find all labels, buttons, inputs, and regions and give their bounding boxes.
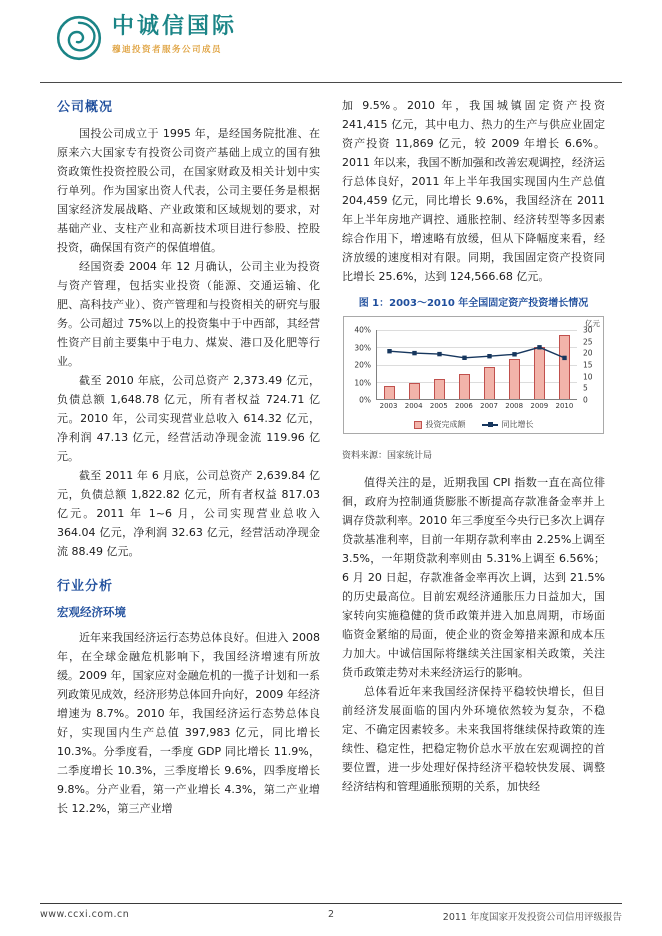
chart-legend	[344, 419, 603, 430]
left-axis-tick: 30%	[354, 343, 371, 352]
footer-divider	[40, 903, 622, 904]
paragraph: 近年来我国经济运行态势总体良好。但进入 2008 年，在全球金融危机影响下，我国经济增速有所放缓。2009 年，国家应对金融危机的一揽子计划和一系列政策见成效，经济形势总体回升向好，2009 年经济增速为 8.7%。2010 年，我国经济运行态势总体良好，实现国内生产总值 397,983 亿元，同比增长 10.3%。分季度看，一季度 GDP 同比增长 11.9%，二季度增长 10.3%，三季度增长 9.6%，四季度增长 9.8%。分产业看，第一产业增长 4.3%，第二产业增长 12.2%，第三产业增	[57, 631, 320, 815]
header-divider	[40, 82, 622, 83]
x-axis-tick: 2004	[404, 402, 423, 410]
right-axis-tick: 25	[583, 337, 593, 347]
legend-line-label: 同比增长	[501, 420, 534, 429]
page-header	[55, 14, 237, 62]
paragraph: 总体看近年来我国经济保持平稳较快增长，但目前经济发展面临的国内外环境依然较为复杂，不稳定、不确定因素较多。未来我国将继续保持政策的连续性、稳定性，把稳定物价总水平放在宏观调控的首要位置，进一步处理好保持经济平稳较快发展、调整经济结构和管理通胀预期的关系，加快经	[342, 685, 605, 793]
legend-item-investment	[414, 419, 466, 430]
x-axis-tick: 2008	[505, 402, 524, 410]
paragraph: 加 9.5%。2010 年，我国城镇固定资产投资 241,415 亿元，其中电力、热力的生产与供应业固定资产投资 11,869 亿元，较 2009 年增长 6.6%。2011 年以来，我国不断加强和改善宏观调控，经济运行总体良好，2011 年上半年我国实现国内生产总值 204,459 亿元，同比增长 9.6%，我国经济在 2011 年上半年房地产调控、通胀控制、经济转型等多因素综合作用下，增速略有放缓，但从下降幅度来看，经济放缓的速度相对有限。同期，我国固定资产投资同比增长 25.6%，达到 124,566.68 亿元。	[342, 99, 605, 283]
line-swatch-icon	[482, 424, 498, 426]
figure-1	[342, 294, 605, 461]
right-axis-tick: 15	[583, 360, 593, 370]
x-axis-tick: 2006	[455, 402, 473, 410]
x-axis-tick: 2003	[379, 402, 398, 410]
x-axis-tick: 2005	[429, 402, 448, 410]
chart-title: 图 1：2003～2010 年全国固定资产投资增长情况	[358, 298, 589, 309]
x-axis-tick: 2010	[555, 402, 574, 410]
subsection-title-macro-economy: 宏观经济环境	[57, 605, 126, 619]
bar-swatch-icon	[414, 421, 422, 429]
legend-item-growth	[482, 419, 534, 430]
left-axis-tick: 20%	[354, 360, 371, 370]
plot-area	[376, 330, 577, 400]
ccxi-logo-icon	[55, 14, 103, 62]
growth-line	[377, 330, 577, 399]
paragraph: 国投公司成立于 1995 年，是经国务院批准、在原来六大国家专有投资公司资产基础上成立的国有独资政策性投资控股公司，在国家财政及相关计划中实行单列。作为国家出资人代表，公司主要任务是根据国家经济发展战略、产业政策和区域规划的要求，对基础产业、支柱产业和高新技术项目进行参股、控股投资，确保国有资产的保值增值。	[57, 127, 320, 254]
chart-source: 资料来源：国家统计局	[342, 451, 433, 461]
left-axis	[344, 325, 375, 405]
content-columns	[57, 96, 605, 818]
right-axis-tick: 10	[583, 372, 593, 382]
page-number: 2	[327, 909, 335, 920]
brand-name: 中诚信国际	[112, 14, 238, 39]
x-axis-labels	[376, 402, 577, 414]
paragraph: 截至 2011 年 6 月底，公司总资产 2,639.84 亿元，负债总额 1,822.82 亿元，所有者权益 817.03 亿元。2011 年 1~6 月，公司实现营业总收入 364.04 亿元，净利润 32.63 亿元，经营活动净现金流 88.49 亿元。	[57, 469, 320, 558]
brand-block	[112, 14, 237, 55]
footer-url[interactable]: www.ccxi.com.cn	[40, 909, 130, 920]
section-title-industry-analysis: 行业分析	[57, 579, 114, 594]
right-axis-tick: 5	[583, 383, 588, 393]
section-title-company-overview: 公司概况	[57, 100, 114, 115]
right-axis-unit-label: 亿元	[585, 319, 600, 328]
left-column	[57, 96, 320, 818]
paragraph: 截至 2010 年底，公司总资产 2,373.49 亿元，负债总额 1,648.78 亿元，所有者权益 724.71 亿元。2010 年，公司实现营业总收入 614.32 亿元，净利润 47.13 亿元，经营活动净现金流 119.96 亿元。	[57, 374, 320, 463]
right-column	[342, 96, 605, 818]
left-axis-tick: 40%	[354, 325, 371, 335]
right-axis-tick: 30	[583, 325, 593, 335]
right-axis-tick: 20	[583, 348, 593, 358]
paragraph: 值得关注的是，近期我国 CPI 指数一直在高位徘徊，政府为控制通货膨胀不断提高存款准备金率并上调存贷款利率。2010 年三季度至今央行已多次上调存贷款基准利率，目前一年期存款利率由 2.25%上调至 3.5%，一年期贷款利率则由 5.31%上调至 6.56%；6 月 20 日起，存款准备金率再次上调，达到 21.5%的历史最高位。目前宏观经济通胀压力日益加大，国家转向实施稳健的货币政策并进入加息周期，市场面临资金紧缩的局面，使企业的资金筹措来源和成本压力加大。中诚信国际将继续关注国家相关政策，关注货币政策走势对未来经济运行的影响。	[342, 476, 605, 679]
fixed-asset-investment-chart	[343, 316, 604, 434]
x-axis-tick: 2009	[530, 402, 549, 410]
x-axis-tick: 2007	[480, 402, 498, 410]
left-axis-tick: 10%	[354, 378, 371, 387]
legend-bar-label: 投资完成额	[425, 420, 466, 429]
brand-tagline: 穆迪投资者服务公司成员	[112, 45, 223, 56]
right-axis-tick: 0	[583, 395, 588, 405]
right-axis	[579, 325, 603, 405]
footer-report-title: 2011 年度国家开发投资公司信用评级报告	[442, 912, 622, 923]
paragraph: 经国资委 2004 年 12 月确认，公司主业为投资与资产管理，包括实业投资（能源、交通运输、化肥、高科技产业）、资产管理和与投资相关的研究与服务。公司超过 75%以上的投资集中于中西部，其经营性资产目前主要集中于电力、煤炭、港口及化肥等行业。	[57, 260, 320, 368]
page-footer	[40, 909, 622, 923]
left-axis-tick: 0%	[359, 395, 371, 405]
